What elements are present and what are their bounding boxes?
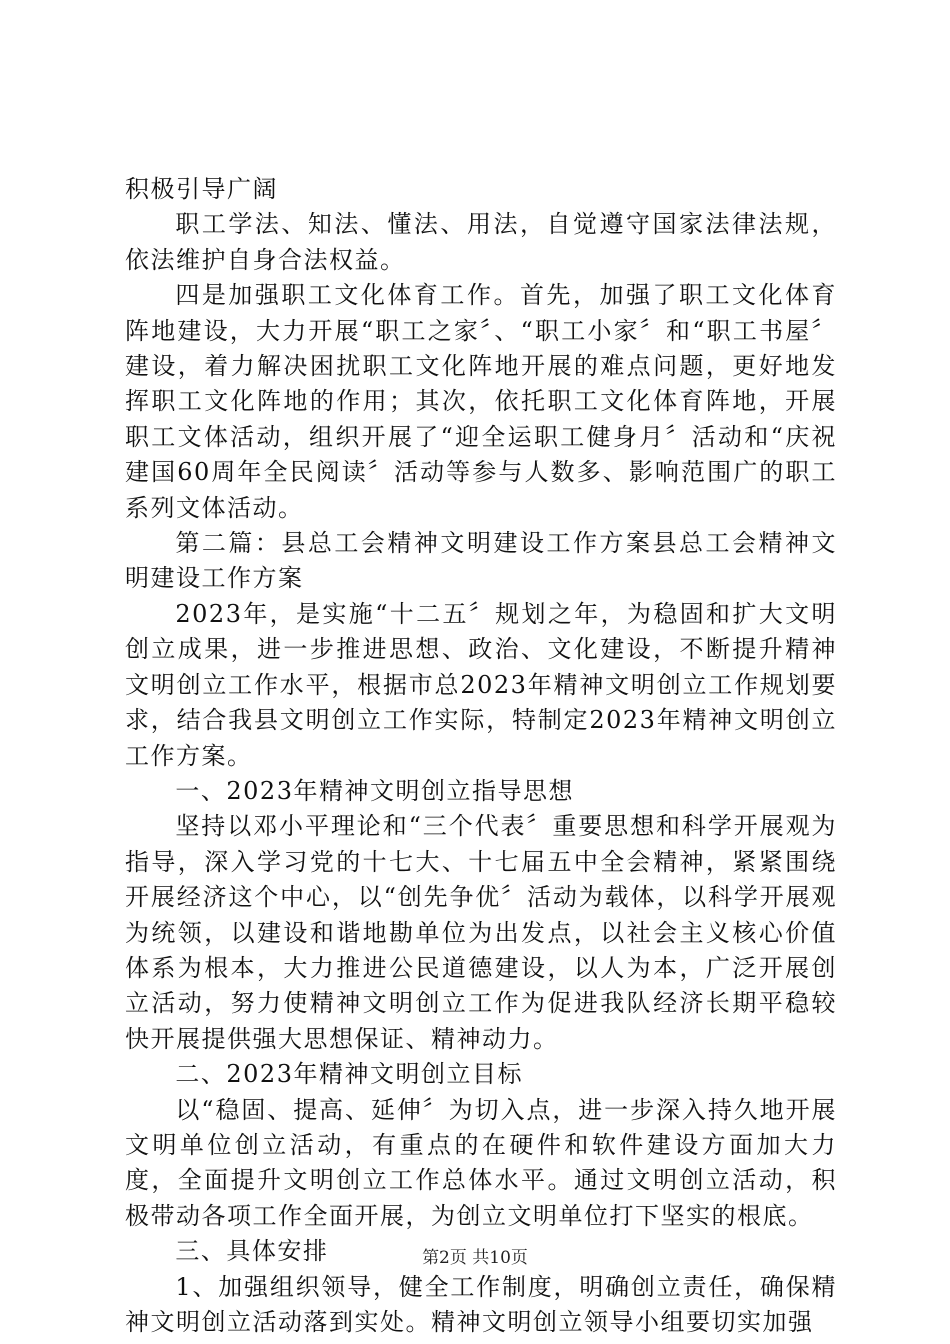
paragraph-arrangement-1: 1、加强组织领导，健全工作制度，明确创立责任，确保精神文明创立活动落到实处。精神文明创立领导小组要切实加强	[125, 1272, 837, 1336]
paragraph-1: 积极引导广阔	[125, 175, 278, 203]
paragraph-guiding-ideology: 坚持以邓小平理论和“三个代表〞重要思想和科学开展观为指导，深入学习党的十七大、十七届五中全会精神，紧紧围绕开展经济这个中心，以“创先争优〞活动为载体，以科学开展观为统领，以建设和谐地勘单位为出发点，以社会主义核心价值体系为根本，大力推进公民道德建设，以人为本，广泛开展创立活动，努力使精神文明创立工作为促进我队经济长期平稳较快开展提供强大思想保证、精神动力。	[125, 812, 837, 1053]
heading-guiding-ideology: 一、2023年精神文明创立指导思想	[175, 776, 574, 805]
paragraph-intro: 2023年，是实施“十二五〞规划之年，为稳固和扩大文明创立成果，进一步推进思想、政治、文化建设，不断提升精神文明创立工作水平，根据市总2023年精神文明创立工作规划要求，结合我县文明创立工作实际，特制定2023年精神文明创立工作方案。	[125, 599, 837, 770]
heading-arrangements: 三、具体安排	[175, 1237, 329, 1266]
paragraph-goals: 以“稳固、提高、延伸〞为切入点，进一步深入持久地开展文明单位创立活动，有重点的在硬件和软件建设方面加大力度，全面提升文明创立工作总体水平。通过文明创立活动，积极带动各项工作全面开展，为创立文明单位打下坚实的根底。	[125, 1095, 837, 1230]
paragraph-2: 职工学法、知法、懂法、用法，自觉遵守国家法律法规，依法维护自身合法权益。	[125, 210, 837, 274]
document-body	[125, 172, 837, 1340]
section-heading-part-two: 第二篇：县总工会精神文明建设工作方案县总工会精神文明建设工作方案	[125, 529, 837, 593]
heading-goals: 二、2023年精神文明创立目标	[175, 1060, 523, 1089]
page-number-footer: 第2页 共10页	[422, 1248, 528, 1268]
paragraph-3: 四是加强职工文化体育工作。首先，加强了职工文化体育阵地建设，大力开展“职工之家〞、“职工小家〞和“职工书屋〞建设，着力解决困扰职工文化阵地开展的难点问题，更好地发挥职工文化阵地的作用；其次，依托职工文化体育阵地，开展职工文体活动，组织开展了“迎全运职工健身月〞活动和“庆祝建国60周年全民阅读〞活动等参与人数多、影响范围广的职工系列文体活动。	[125, 281, 837, 522]
